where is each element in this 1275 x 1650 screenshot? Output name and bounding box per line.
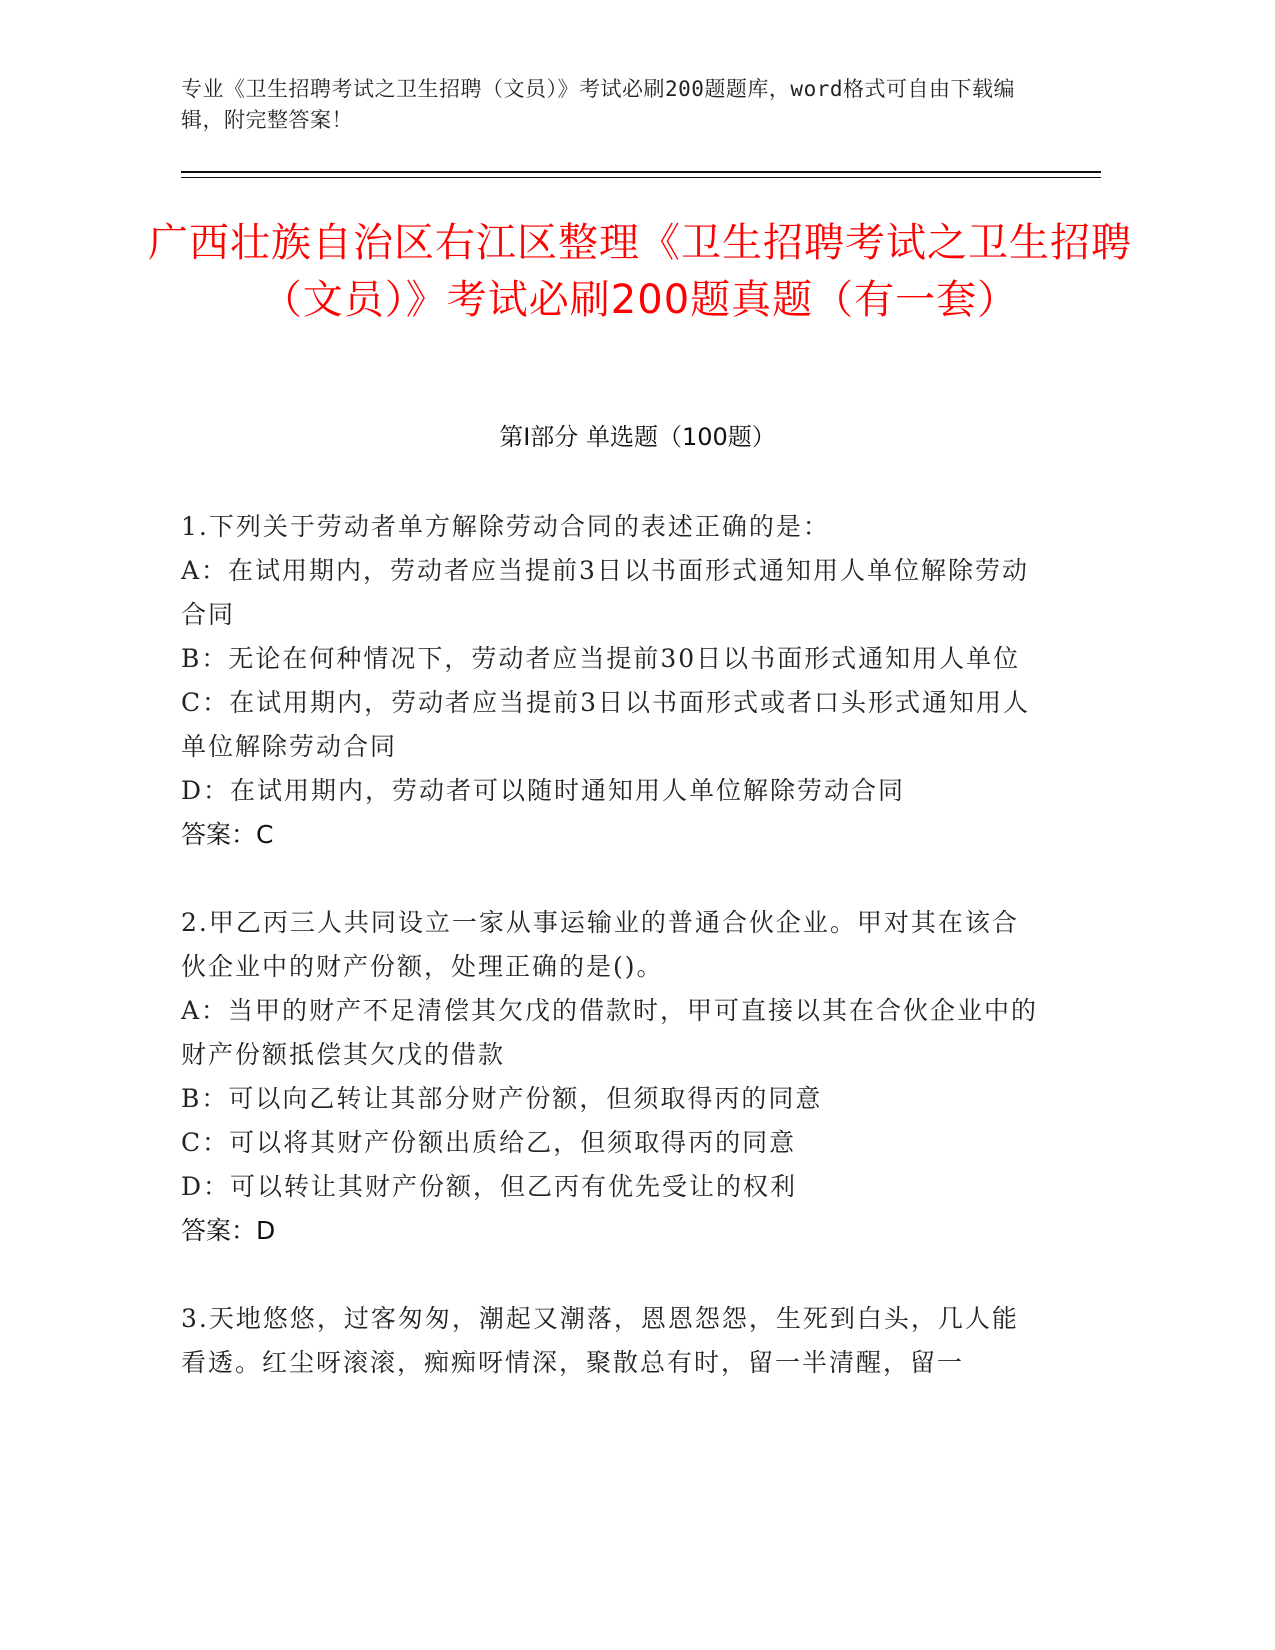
- header-note: 专业《卫生招聘考试之卫生招聘（文员）》考试必刷200题题库，word格式可自由下载编辑，附完整答案！: [181, 77, 1015, 132]
- document-title: 广西壮族自治区右江区整理《卫生招聘考试之卫生招聘（文员）》考试必刷200题真题（有一套）: [148, 220, 1132, 323]
- question-3: [181, 1297, 1041, 1385]
- question-list: [181, 505, 1041, 1429]
- option-a: A：当甲的财产不足清偿其欠戊的借款时，甲可直接以其在合伙企业中的财产份额抵偿其欠戊的借款: [181, 996, 1039, 1069]
- option-c: C：在试用期内，劳动者应当提前3日以书面形式或者口头形式通知用人单位解除劳动合同: [181, 688, 1031, 761]
- question-2: [181, 901, 1041, 1253]
- option-d: D：在试用期内，劳动者可以随时通知用人单位解除劳动合同: [181, 776, 906, 805]
- section-title: 第Ⅰ部分 单选题（100题）: [499, 423, 776, 451]
- option-b: B：无论在何种情况下，劳动者应当提前30日以书面形式通知用人单位: [181, 644, 1021, 673]
- answer: 答案：C: [181, 820, 274, 849]
- option-a: A：在试用期内，劳动者应当提前3日以书面形式通知用人单位解除劳动合同: [181, 556, 1029, 629]
- option-d: D：可以转让其财产份额，但乙丙有优先受让的权利: [181, 1172, 798, 1201]
- question-1: [181, 505, 1041, 857]
- option-b: B：可以向乙转让其部分财产份额，但须取得丙的同意: [181, 1084, 823, 1113]
- header-rule-thick: [181, 171, 1101, 173]
- option-c: C：可以将其财产份额出质给乙，但须取得丙的同意: [181, 1128, 797, 1157]
- question-stem: 2.甲乙丙三人共同设立一家从事运输业的普通合伙企业。甲对其在该合伙企业中的财产份额，处理正确的是()。: [181, 908, 1019, 981]
- answer: 答案：D: [181, 1216, 276, 1245]
- question-stem: 3.天地悠悠，过客匆匆，潮起又潮落，恩恩怨怨，生死到白头，几人能看透。红尘呀滚滚，痴痴呀情深，聚散总有时，留一半清醒，留一: [181, 1304, 1019, 1377]
- question-stem: 1.下列关于劳动者单方解除劳动合同的表述正确的是：: [181, 512, 830, 541]
- header-rule-thin: [181, 177, 1101, 178]
